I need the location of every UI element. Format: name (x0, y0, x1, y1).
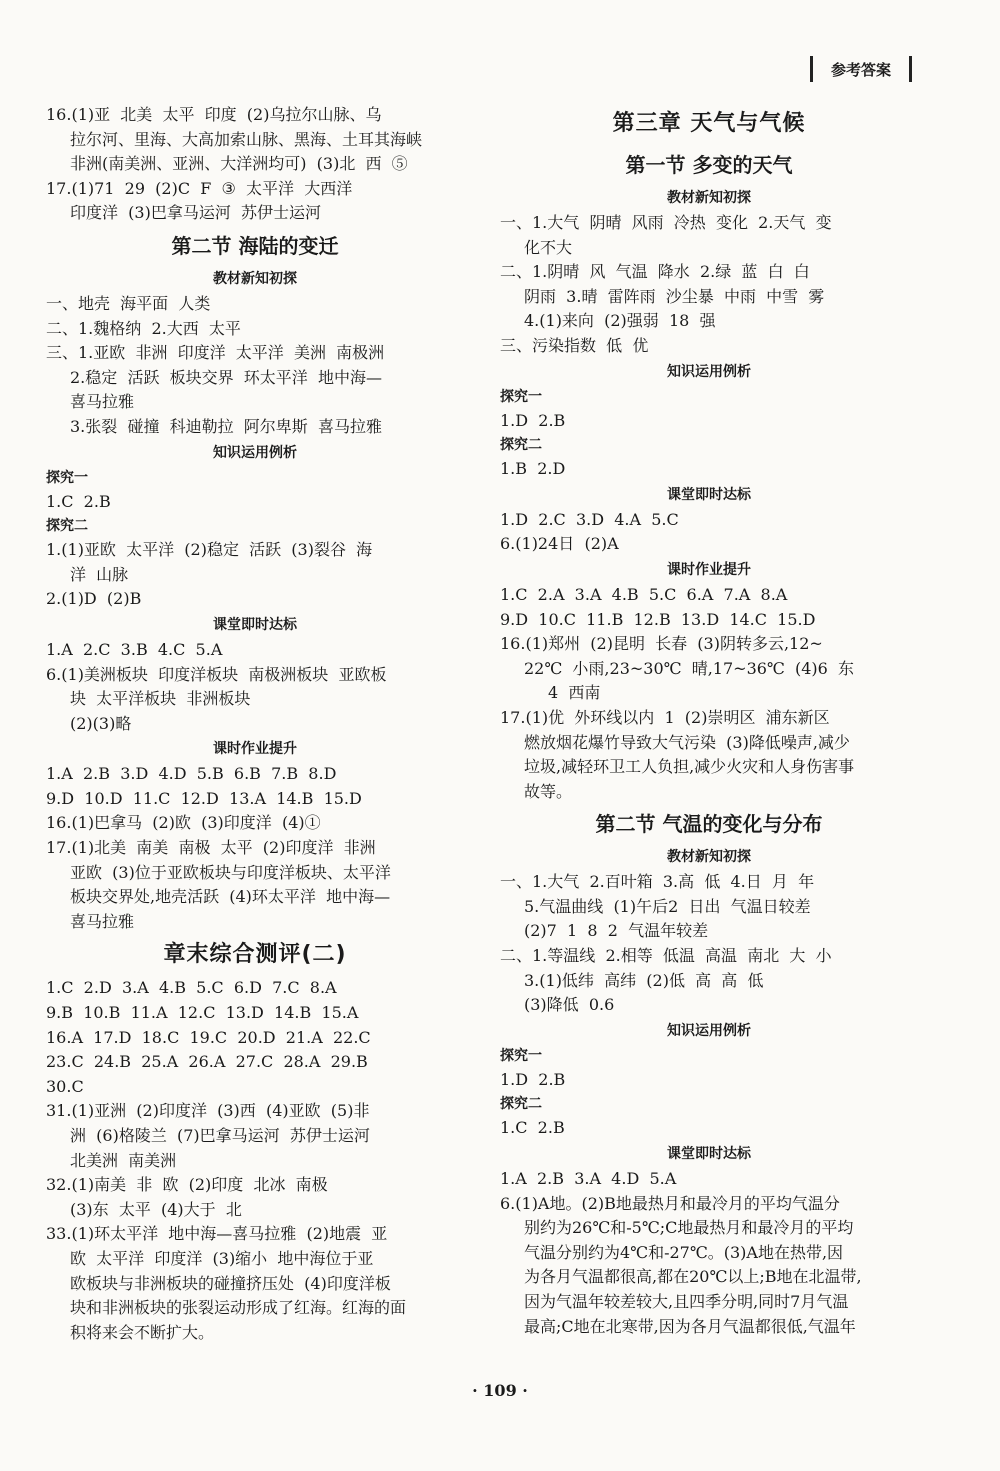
answer-line-continued: (2)(3)略 (70, 713, 132, 733)
answer-line-continued: 垃圾,减轻环卫工人负担,减少火灾和人身伤害事 (524, 757, 855, 777)
section-header-label: 参考答案 (810, 56, 912, 82)
subsection-title: 课堂即时达标 (667, 1146, 751, 1163)
section-title: 第二节 海陆的变迁 (171, 233, 339, 258)
subsection-title: 课堂即时达标 (213, 616, 297, 633)
answer-line-continued: 别约为26℃和-5℃;C地最热月和最冷月的平均 (524, 1218, 854, 1238)
answer-line-continued: (2)7 1 8 2 气温年较差 (524, 921, 709, 941)
answer-line: 30.C (46, 1076, 84, 1096)
answer-line: 1.C 2.B (500, 1118, 565, 1138)
answer-line-continued: 洲 (6)格陵兰 (7)巴拿马运河 苏伊士运河 (70, 1126, 370, 1145)
answer-line: 1.C 2.B (46, 491, 111, 511)
answer-line: 9.D 10.D 11.C 12.D 13.A 14.B 15.D (46, 788, 362, 808)
answer-line-continued: 块和非洲板块的张裂运动形成了红海。红海的面 (70, 1298, 407, 1318)
answer-line-continued: 最高;C地在北寒带,因为各月气温都很低,气温年 (524, 1316, 856, 1336)
answer-line: 1.A 2.C 3.B 4.C 5.A (46, 639, 223, 659)
answer-line: 2.(1)D (2)B (46, 589, 142, 609)
subsection-title: 课时作业提升 (213, 741, 297, 758)
subsection-title: 教材新知初探 (213, 270, 297, 287)
subsection-title: 课堂即时达标 (667, 486, 751, 503)
answer-line-continued: (3)降低 0.6 (524, 995, 615, 1015)
inquiry-label: 探究一 (500, 388, 542, 405)
subsection-title: 课时作业提升 (667, 561, 751, 578)
right-column (500, 103, 918, 1339)
answer-line-continued: 欧 太平洋 印度洋 (3)缩小 地中海位于亚 (70, 1248, 374, 1268)
answer-line: 33.(1)环太平洋 地中海—喜马拉雅 (2)地震 亚 (46, 1224, 388, 1244)
answer-line-continued: 5.气温曲线 (1)午后2 日出 气温日较差 (524, 896, 811, 916)
answer-line: 9.B 10.B 11.A 12.C 13.D 14.B 15.A (46, 1003, 359, 1023)
answer-line: 6.(1)美洲板块 印度洋板块 南极洲板块 亚欧板 (46, 664, 387, 684)
answer-line: 一、1.大气 2.百叶箱 3.高 低 4.日 月 年 (500, 872, 815, 892)
answer-line: 三、污染指数 低 优 (500, 335, 649, 355)
subsection-title: 教材新知初探 (667, 190, 751, 206)
inquiry-label: 探究二 (46, 518, 88, 535)
inquiry-label: 探究二 (500, 1096, 542, 1113)
answer-line: 16.(1)亚 北美 太平 印度 (2)乌拉尔山脉、乌 (46, 105, 382, 124)
answer-line: 1.B 2.D (500, 459, 566, 479)
answer-line-continued: 北美洲 南美洲 (70, 1150, 177, 1170)
answer-line: 二、1.魏格纳 2.大西 太平 (46, 318, 241, 338)
page-number: · 109 · (472, 1381, 528, 1400)
answer-line-continued: 3.张裂 碰撞 科迪勒拉 阿尔卑斯 喜马拉雅 (70, 416, 382, 436)
answer-line-continued: 22℃ 小雨,23~30℃ 晴,17~36℃ (4)6 东 (524, 658, 855, 678)
answer-line-continued: 2.稳定 活跃 板块交界 环太平洋 地中海— (70, 367, 382, 387)
answer-line: 17.(1)优 外环线以内 1 (2)崇明区 浦东新区 (500, 707, 830, 727)
answer-line-continued: 积将来会不断扩大。 (70, 1322, 215, 1342)
answer-line-continued: 欧板块与非洲板块的碰撞挤压处 (4)印度洋板 (70, 1273, 391, 1293)
inquiry-label: 探究二 (500, 437, 542, 454)
answer-line-continued: 喜马拉雅 (70, 392, 135, 412)
answer-line: 17.(1)北美 南美 南极 太平 (2)印度洋 非洲 (46, 838, 376, 858)
chapter-title: 第三章 天气与气候 (612, 111, 806, 136)
answer-line: 32.(1)南美 非 欧 (2)印度 北冰 南极 (46, 1175, 328, 1195)
section-title: 第二节 气温的变化与分布 (595, 812, 823, 837)
answer-line-continued: 故等。 (524, 781, 573, 801)
answer-line: 9.D 10.C 11.B 12.B 13.D 14.C 15.D (500, 609, 816, 629)
answer-line: 17.(1)71 29 (2)C F ③ 太平洋 大西洋 (46, 178, 353, 198)
chapter-title: 章末综合测评(二) (163, 942, 347, 968)
answer-line-continued: 4 西南 (548, 683, 601, 703)
answer-line-continued: 洋 山脉 (70, 564, 129, 584)
inquiry-label: 探究一 (46, 469, 88, 486)
answer-line: 一、地壳 海平面 人类 (46, 293, 211, 313)
answer-line: 1.C 2.D 3.A 4.B 5.C 6.D 7.C 8.A (46, 978, 337, 998)
answer-line-continued: 非洲(南美洲、亚洲、大洋洲均可) (3)北 西 ⑤ (70, 154, 408, 174)
left-column (46, 103, 464, 1345)
answer-line-continued: 板块交界处,地壳活跃 (4)环太平洋 地中海— (70, 887, 391, 907)
answer-line: 二、1.阴晴 风 气温 降水 2.绿 蓝 白 白 (500, 262, 810, 282)
answer-line: 1.D 2.B (500, 1069, 566, 1089)
answer-line: 16.A 17.D 18.C 19.C 20.D 21.A 22.C (46, 1027, 371, 1047)
subsection-title: 知识运用例析 (667, 363, 751, 380)
answer-line-continued: 3.(1)低纬 高纬 (2)低 高 高 低 (524, 970, 764, 990)
subsection-title: 教材新知初探 (667, 849, 751, 866)
subsection-title: 知识运用例析 (667, 1022, 751, 1039)
answer-line: 1.A 2.B 3.A 4.D 5.A (500, 1169, 677, 1189)
section-title: 第一节 多变的天气 (625, 153, 793, 177)
answer-line-continued: 阴雨 3.晴 雷阵雨 沙尘暴 中雨 中雪 雾 (524, 286, 825, 306)
answer-line-continued: 喜马拉雅 (70, 911, 135, 931)
inquiry-label: 探究一 (500, 1047, 542, 1064)
answer-line: 31.(1)亚洲 (2)印度洋 (3)西 (4)亚欧 (5)非 (46, 1101, 370, 1121)
answer-line: 1.(1)亚欧 太平洋 (2)稳定 活跃 (3)裂谷 海 (46, 540, 373, 560)
answer-line: 16.(1)郑州 (2)昆明 长春 (3)阴转多云,12~ (500, 634, 823, 654)
answer-line-continued: 4.(1)来向 (2)强弱 18 强 (524, 311, 716, 331)
answer-line-continued: 化不大 (524, 237, 573, 257)
answer-line-continued: 拉尔河、里海、大高加索山脉、黑海、土耳其海峡 (70, 129, 423, 149)
answer-line: 6.(1)24日 (2)A (500, 534, 619, 554)
answer-line: 三、1.亚欧 非洲 印度洋 太平洋 美洲 南极洲 (46, 343, 385, 363)
answer-line: 1.A 2.B 3.D 4.D 5.B 6.B 7.B 8.D (46, 764, 337, 784)
answer-line-continued: 块 太平洋板块 非洲板块 (70, 689, 251, 709)
answer-line-continued: 气温分别约为4℃和-27℃。(3)A地在热带,因 (524, 1242, 844, 1262)
answer-line: 1.D 2.C 3.D 4.A 5.C (500, 509, 679, 529)
answer-line: 6.(1)A地。(2)B地最热月和最冷月的平均气温分 (500, 1193, 840, 1213)
answer-line-continued: 亚欧 (3)位于亚欧板块与印度洋板块、太平洋 (70, 862, 391, 882)
answer-line: 16.(1)巴拿马 (2)欧 (3)印度洋 (4)① (46, 813, 321, 833)
answer-line-continued: 燃放烟花爆竹导致大气污染 (3)降低噪声,减少 (524, 732, 850, 752)
answer-line-continued: 因为气温年较差较大,且四季分明,同时7月气温 (524, 1292, 849, 1311)
answer-line: 二、1.等温线 2.相等 低温 高温 南北 大 小 (500, 946, 832, 966)
answer-line-continued: (3)东 太平 (4)大于 北 (70, 1199, 242, 1219)
answer-line: 1.D 2.B (500, 410, 566, 430)
answer-line: 1.C 2.A 3.A 4.B 5.C 6.A 7.A 8.A (500, 584, 788, 604)
answer-line-continued: 为各月气温都很高,都在20℃以上;B地在北温带, (524, 1267, 862, 1287)
answer-line-continued: 印度洋 (3)巴拿马运河 苏伊士运河 (70, 203, 322, 223)
answer-line: 一、1.大气 阴晴 风雨 冷热 变化 2.天气 变 (500, 213, 832, 232)
subsection-title: 知识运用例析 (213, 444, 297, 461)
answer-line: 23.C 24.B 25.A 26.A 27.C 28.A 29.B (46, 1052, 368, 1072)
